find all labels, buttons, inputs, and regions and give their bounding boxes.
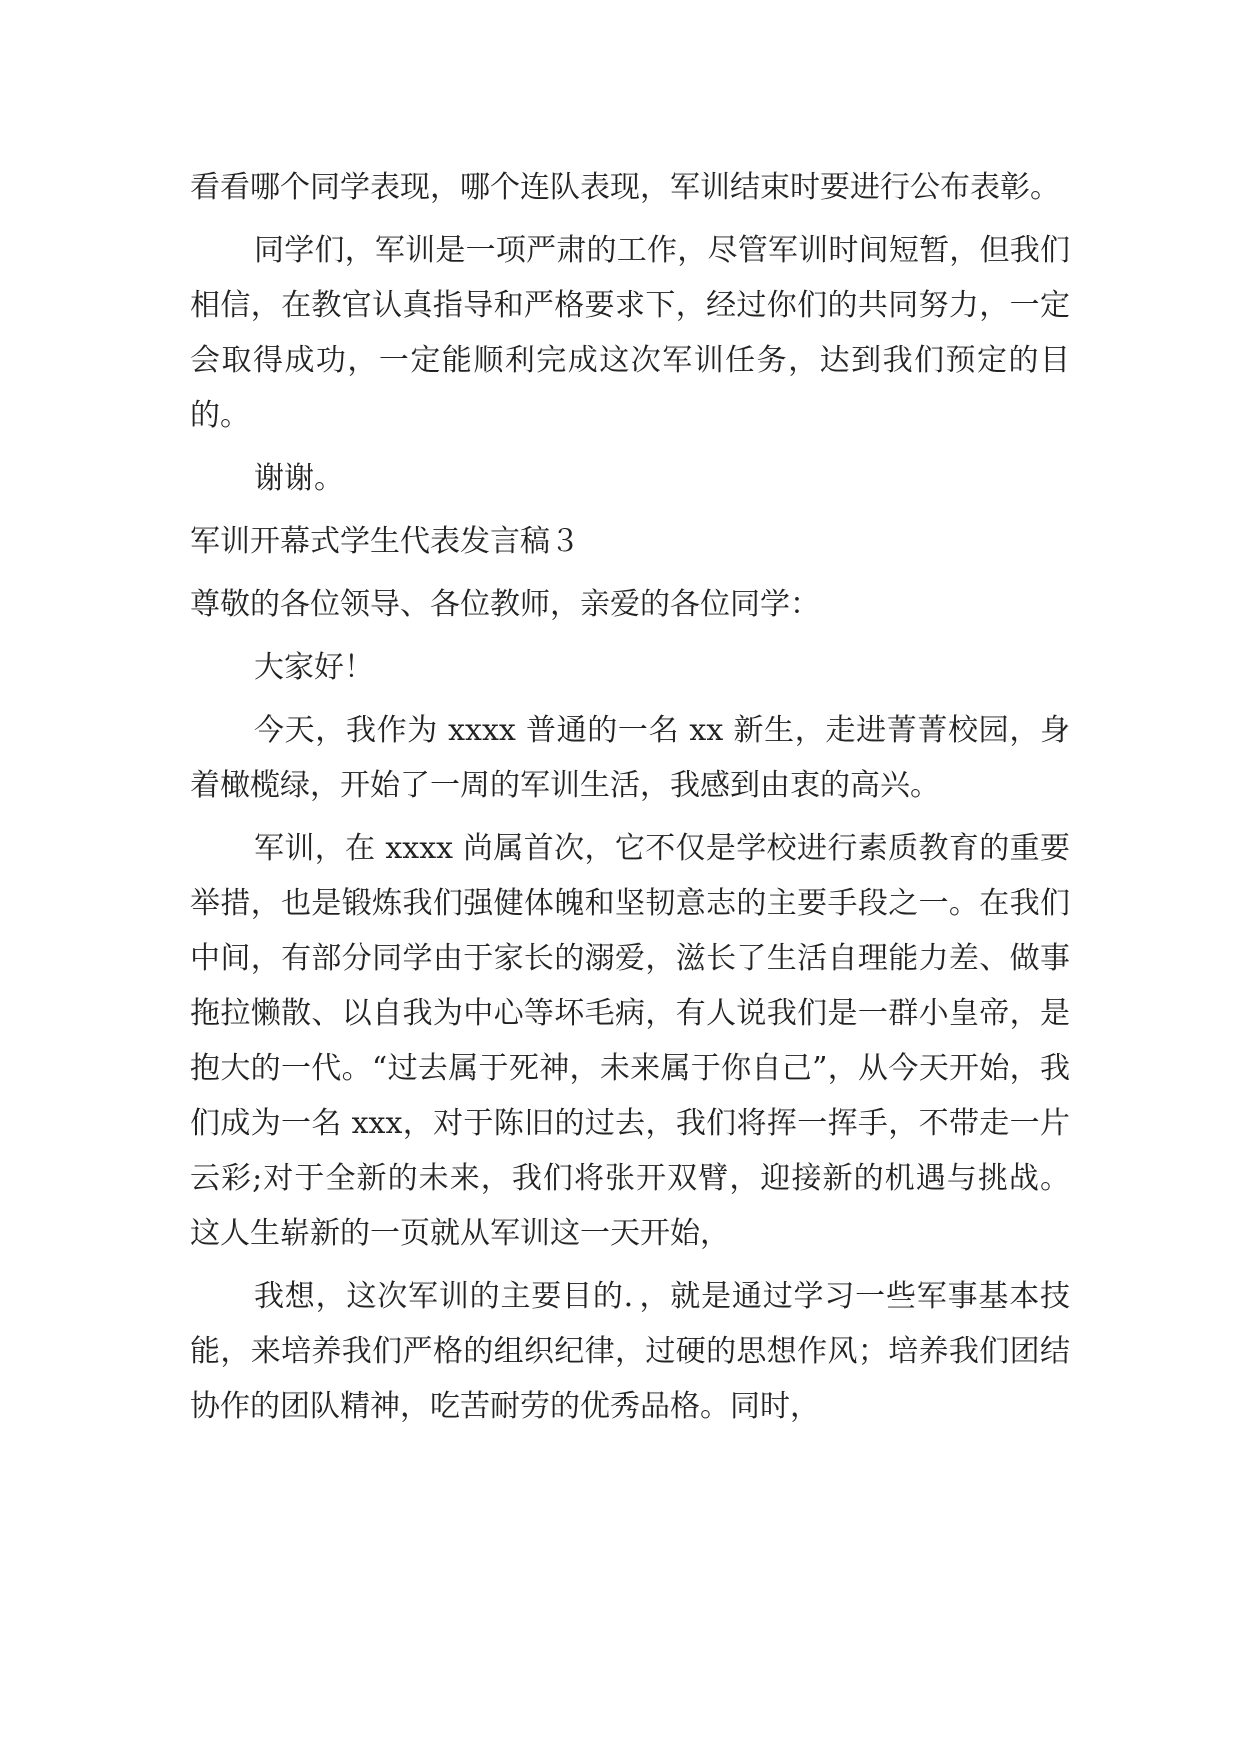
paragraph-8: 军训，在 xxxx 尚属首次，它不仅是学校进行素质教育的重要举措，也是锻炼我们强健体魄和坚韧意志的主要手段之一。在我们中间，有部分同学由于家长的溺爱，滋长了生活自理能力差、做事拖拉懒散、以自我为中心等坏毛病，有人说我们是一群小皇帝，是抱大的一代。“过去属于死神，未来属于你自己”，从今天开始，我们成为一名 xxx，对于陈旧的过去，我们将挥一挥手，不带走一片云彩;对于全新的未来，我们将张开双臂，迎接新的机遇与挑战。这人生崭新的一页就从军训这一天开始， [190,831,1070,1251]
greeting: 大家好！ [254,650,374,685]
paragraph-9: 我想，这次军训的主要目的．，就是通过学习一些军事基本技能，来培养我们严格的组织纪律，过硬的思想作风；培养我们团结协作的团队精神，吃苦耐劳的优秀品格。同时， [190,1279,1070,1424]
paragraph-7: 今天，我作为 xxxx 普通的一名 xx 新生，走进菁菁校园，身着橄榄绿，开始了一周的军训生活，我感到由衷的高兴。 [190,713,1070,803]
section-heading: 军训开幕式学生代表发言稿３ [190,524,580,559]
paragraph-1: 看看哪个同学表现，哪个连队表现，军训结束时要进行公布表彰。 [190,170,1060,205]
paragraph-2: 同学们，军训是一项严肃的工作，尽管军训时间短暂，但我们相信，在教官认真指导和严格要求下，经过你们的共同努力，一定会取得成功，一定能顺利完成这次军训任务，达到我们预定的目的。 [190,233,1070,433]
paragraph-thanks: 谢谢。 [254,461,344,496]
salutation: 尊敬的各位领导、各位教师，亲爱的各位同学： [190,587,820,622]
document-body [190,160,1070,1442]
